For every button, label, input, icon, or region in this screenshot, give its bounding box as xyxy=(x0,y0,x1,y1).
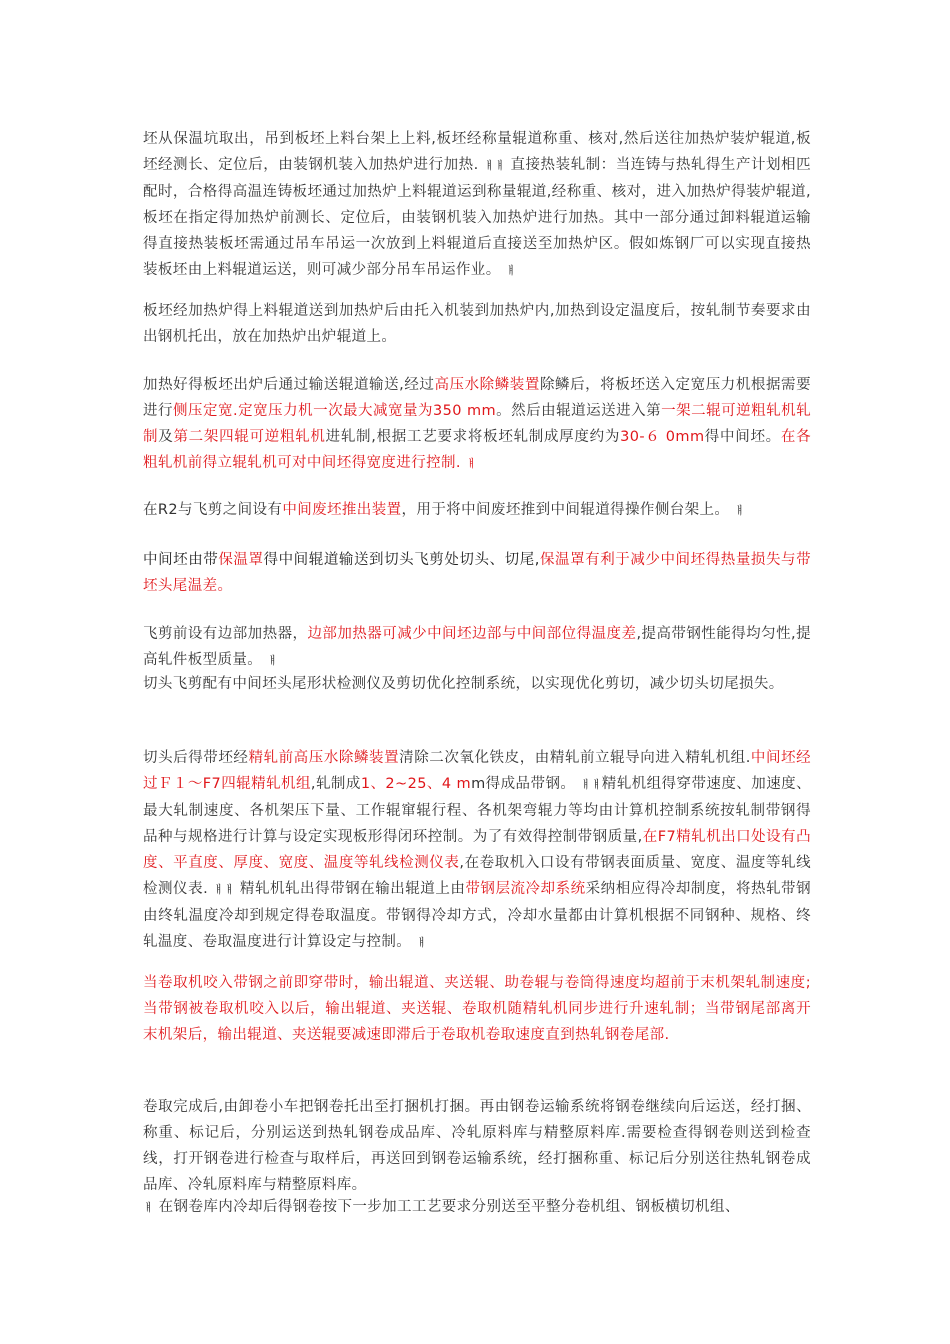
text-run: 中间坯由带 xyxy=(143,552,219,568)
text-run: 在钢卷库内冷却后得钢卷按下一步加工工艺要求分别送至平整分卷机组、钢板横切机组、 xyxy=(153,1199,740,1215)
bullet-mark-icon: ￅ xyxy=(416,936,427,949)
text-run: 在R2与飞剪之间设有 xyxy=(143,502,283,518)
text-run: 飞剪前设有边部加热器， xyxy=(143,626,308,642)
highlighted-text: 精轧前高压水除鳞装置 xyxy=(248,750,400,766)
bullet-mark-icon: ￅ xyxy=(267,654,278,667)
text-run: 除鳞后，将板坯送入定宽压力机根据需要进行 xyxy=(143,377,812,419)
text-run: 进轧制,根据工艺要求将板坯轧制成厚度约为 xyxy=(325,429,621,445)
text-run: 采纳相应得冷却制度，将热轧带钢由终轧温度冷却到规定得卷取温度。带钢得冷却方式，冷却水量都由计算机根据不同钢种、规格、终轧温度、卷取温度进行计算设定与控制。 xyxy=(143,881,811,950)
text-run: 及 xyxy=(158,429,174,445)
paragraph-heat-shield xyxy=(143,547,811,599)
highlighted-text: 中间废坯推出装置 xyxy=(282,502,402,518)
text-run: 切头飞剪配有中间坯头尾形状检测仪及剪切优化控制系统，以实现优化剪切，减少切头切尾损失。 xyxy=(143,676,784,692)
text-run: 清除二次氧化铁皮，由精轧前立辊导向进入精轧机组. xyxy=(399,750,751,766)
highlighted-text: 保温罩 xyxy=(218,552,264,568)
highlighted-text: 高压水除鳞装置 xyxy=(434,377,540,393)
bullet-mark-icon: ￅ xyxy=(734,504,745,517)
highlighted-text: 当卷取机咬入带钢之前即穿带时，输出辊道、夹送辊、助卷辊与卷筒得速度均超前于末机架轧制速度;当带钢被卷取机咬入以后，输出辊道、夹送辊、卷取机随精轧机同步进行升速轧制；当带钢尾部离开末机架后，输出辊道、夹送辊要减速即滞后于卷取机卷取速度直到热轧钢卷尾部. xyxy=(143,975,811,1043)
paragraph-coil-storage xyxy=(143,1194,811,1221)
bullet-mark-icon: ￅￅ xyxy=(580,778,602,791)
text-run: ，用于将中间废坯推到中间辊道得操作侧台架上。 xyxy=(401,502,735,518)
highlighted-text: 在F7精轧机出口处设有凸度、平直度、厚度、宽度、温度等轧线检测仪表 xyxy=(143,829,811,871)
paragraph-furnace-loading xyxy=(143,298,811,350)
text-run: 直接热装轧制：当连铸与热轧得生产计划相匹配时，合格得高温连铸板坯通过加热炉上料辊道运到称量辊道,经称重、核对，进入加热炉得装炉辊道,板坯在指定得加热炉前测长、定位后，由装钢机装入加热炉进行加热。其中一部分通过卸料辊道运输得直接热装板坯需通过吊车吊运一次放到上料辊道后直接送至加热炉区。假如炼钢厂可以实现直接热装板坯由上料辊道运送，则可减少部分吊车吊运作业。 xyxy=(143,157,811,278)
bullet-mark-icon: ￅ xyxy=(505,264,517,277)
paragraph-coiler-speed xyxy=(143,970,811,1048)
text-run: ,提高带钢性能得均匀性,提高轧件板型质量。 xyxy=(143,626,811,668)
text-run: 加热好得板坯出炉后通过输送辊道输送,经过 xyxy=(143,377,435,393)
text-run: 坯从保温坑取出，吊到板坯上料台架上上料,板坯经称量辊道称重、核对,然后送往加热炉装炉辊道,板坯经测长、定位后，由装钢机装入加热炉进行加热. xyxy=(143,131,811,173)
highlighted-text: 带钢层流冷却系统 xyxy=(465,881,586,897)
bullet-mark-icon: ￅ xyxy=(465,457,477,470)
text-run: m得成品带钢。 xyxy=(471,776,581,792)
text-run: 。然后由辊道运送进入第 xyxy=(496,403,662,419)
text-run: 切头后得带坯经 xyxy=(143,750,249,766)
highlighted-text: 在各粗轧机前得立辊轧机可对中间坯得宽度进行控制. xyxy=(143,429,812,471)
paragraph-waste-slab-pusher xyxy=(143,497,811,524)
text-run: 板坯经加热炉得上料辊道送到加热炉后由托入机装到加热炉内,加热到设定温度后，按轧制节奏要求由出钢机托出，放在加热炉出炉辊道上。 xyxy=(143,303,811,345)
text-run: ,在卷取机入口设有带钢表面质量、宽度、温度等轧线检测仪表. xyxy=(143,855,811,897)
highlighted-text: 侧压定宽.定宽压力机一次最大减宽量为350 mm xyxy=(173,403,497,419)
highlighted-text: 保温罩有利于减少中间坯得热量损失与带坯头尾温差。 xyxy=(143,552,811,594)
text-run: 精轧机组得穿带速度、加速度、最大轧制速度、各机架压下量、工作辊窜辊行程、各机架弯辊力等均由计算机控制系统按轧制带钢得品种与规格进行计算与设定实现板形得闭环控制。为了有效得控制带钢质量, xyxy=(143,776,811,845)
highlighted-text: 中间坯经过Ｆ１～F7四辊精轧机组 xyxy=(143,750,811,792)
paragraph-coil-transport xyxy=(143,1094,811,1198)
paragraph-rough-rolling xyxy=(143,372,811,477)
paragraph-hot-charging xyxy=(143,126,811,284)
highlighted-text: 1、2~25、4 m xyxy=(360,776,472,792)
bullet-mark-icon: ￅￅ xyxy=(483,159,506,172)
paragraph-edge-heater xyxy=(143,621,811,674)
bullet-mark-icon: ￅￅ xyxy=(213,883,235,896)
text-run: 得中间坯。 xyxy=(704,429,781,445)
highlighted-text: 边部加热器可减少中间坯边部与中间部位得温度差 xyxy=(307,626,637,642)
highlighted-text: 第二架四辊可逆粗轧机 xyxy=(173,429,326,445)
highlighted-text: 一架二辊可逆粗轧机轧制 xyxy=(143,403,812,445)
text-run: 卷取完成后,由卸卷小车把钢卷托出至打捆机打捆。再由钢卷运输系统将钢卷继续向后运送，经打捆、称重、标记后，分别运送到热轧钢卷成品库、冷轧原料库与精整原料库.需要检查得钢卷则送到检查线，打开钢卷进行检查与取样后，再送回到钢卷运输系统，经打捆称重、标记后分别送往热轧钢卷成品库、冷轧原料库与精整原料库。 xyxy=(143,1099,811,1193)
bullet-mark-icon: ￅ xyxy=(143,1201,154,1214)
text-run: 精轧机轧出得带钢在输出辊道上由 xyxy=(234,881,466,897)
highlighted-text: 30-６ 0mm xyxy=(620,429,705,445)
text-run: 得中间辊道输送到切头飞剪处切头、切尾, xyxy=(263,552,540,568)
paragraph-finishing-mill xyxy=(143,745,811,956)
text-run: ,轧制成 xyxy=(310,776,361,792)
paragraph-crop-shear xyxy=(143,671,811,697)
